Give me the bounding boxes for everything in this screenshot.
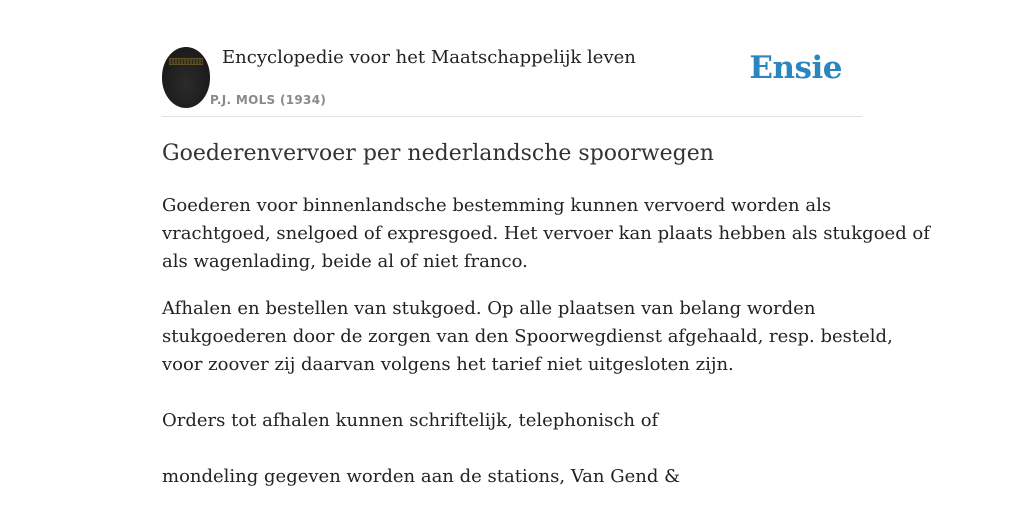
paragraph-line: Afhalen en bestellen van stukgoed. Op alle plaatsen van belang worden <box>162 298 816 319</box>
book-header <box>162 46 862 117</box>
book-title[interactable]: Encyclopedie voor het Maatschappelijk leven <box>222 47 636 68</box>
paragraph-line: mondeling gegeven worden aan de stations, Van Gend & <box>162 466 681 487</box>
paragraph-line: Goederen voor binnenlandsche bestemming kunnen vervoerd worden als <box>162 195 832 216</box>
book-cover-image[interactable] <box>162 47 210 108</box>
paragraph-line: als wagenlading, beide al of niet franco. <box>162 251 528 272</box>
paragraph <box>162 192 930 276</box>
paragraph-line: stukgoederen door de zorgen van den Spoorwegdienst afgehaald, resp. besteld, <box>162 326 893 347</box>
paragraph-line: Orders tot afhalen kunnen schriftelijk, telephonisch of <box>162 410 659 431</box>
paragraph <box>162 295 893 379</box>
article-title: Goederenvervoer per nederlandsche spoorwegen <box>162 141 714 166</box>
paragraph-line: voor zoover zij daarvan volgens het tarief niet uitgesloten zijn. <box>162 354 734 375</box>
article-body <box>162 192 930 510</box>
book-author: P.J. MOLS (1934) <box>210 93 327 107</box>
book-cover-title-band <box>169 58 203 65</box>
paragraph-line: vrachtgoed, snelgoed of expresgoed. Het vervoer kan plaats hebben als stukgoed of <box>162 223 930 244</box>
ensie-logo-link[interactable]: Ensie <box>749 50 842 86</box>
paragraph <box>162 407 872 435</box>
paragraph <box>162 463 872 491</box>
